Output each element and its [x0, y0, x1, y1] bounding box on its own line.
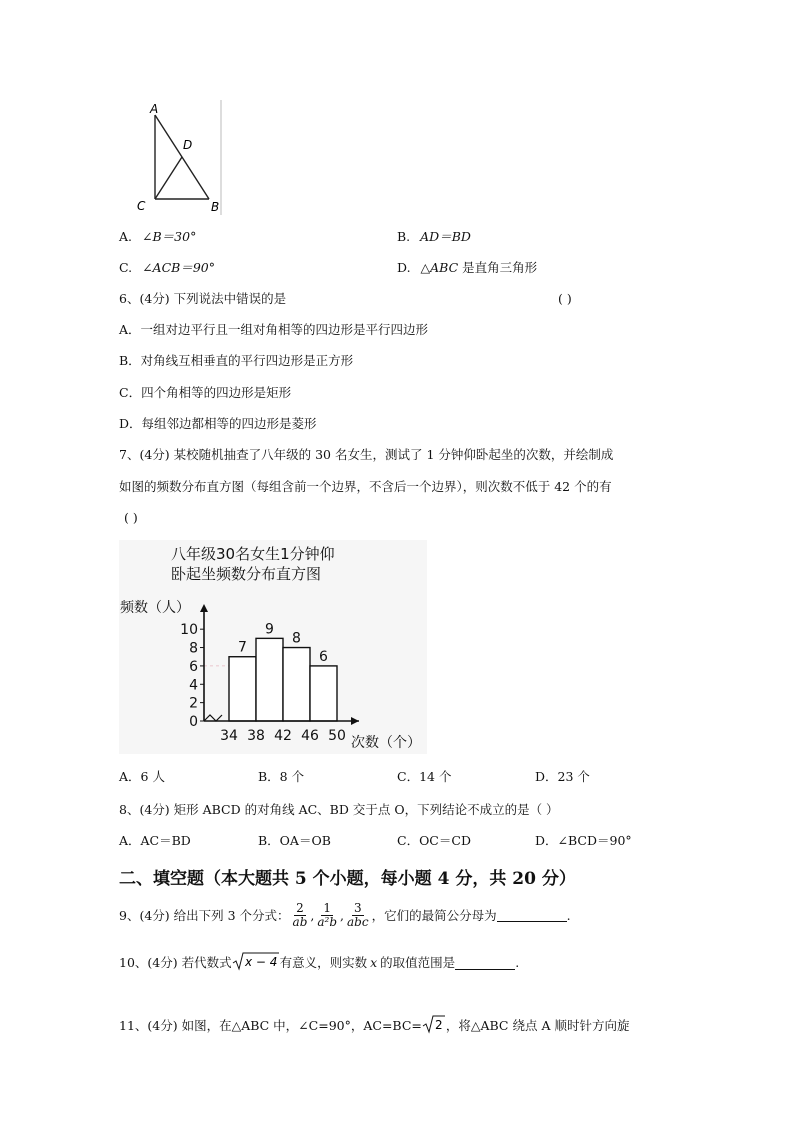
bar-value-label: 9 [265, 621, 274, 638]
q9-answer-blank[interactable] [497, 909, 567, 922]
y-tick-label: 6 [189, 658, 198, 675]
q7-option-d[interactable]: D．23 个 [535, 769, 590, 784]
q10-var: x [370, 955, 378, 970]
y-tick-label: 8 [189, 640, 198, 657]
q10-sqrt [232, 951, 280, 975]
q9-fraction-1: $\frac{2}{ab}$ [292, 901, 308, 929]
y-tick-label: 10 [180, 622, 198, 639]
q7-stem-line2: 如图的频数分布直方图（每组含前一个边界，不含后一个边界），则次数不低于 42 个的有 [119, 479, 612, 494]
q8-option-b[interactable]: B．OA＝OB [258, 833, 331, 848]
q8-option-d[interactable]: D．∠BCD＝90° [535, 833, 632, 848]
y-axis-label: 频数（人） [120, 600, 190, 616]
svg-text:2: 2 [434, 1018, 443, 1032]
q5-option-b[interactable]: B. AD＝BD [397, 229, 471, 244]
q5-option-a[interactable]: A. ∠B＝30° [119, 229, 197, 244]
q10-suffix: 的取值范围是 [380, 955, 456, 970]
q6-option-d[interactable]: D．每组邻边都相等的四边形是菱形 [119, 416, 317, 431]
histogram-bar [229, 657, 256, 721]
histogram-chart [119, 540, 427, 754]
q7-option-b[interactable]: B．8 个 [258, 769, 305, 784]
q10-answer-blank[interactable] [455, 957, 515, 970]
svg-text:x − 4: x − 4 [244, 955, 278, 969]
q6-option-b[interactable]: B．对角线互相垂直的平行四边形是正方形 [119, 353, 354, 368]
q10-middle: 有意义，则实数 [279, 955, 368, 970]
y-tick-label: 0 [189, 714, 198, 730]
histogram-bar [310, 666, 337, 721]
segment-cd [155, 157, 182, 199]
q8-option-a[interactable]: A．AC＝BD [119, 833, 191, 848]
bar-value-label: 6 [319, 648, 328, 665]
bar-value-label: 7 [238, 639, 247, 656]
y-tick-label: 4 [189, 677, 198, 694]
label-c: C [137, 199, 146, 213]
q7-stem-line1: 7、(4分) 某校随机抽查了八年级的 30 名女生，测试了 1 分钟仰卧起坐的次数，并绘制成 [119, 447, 614, 462]
x-axis-label: 次数（个） [351, 735, 421, 751]
q8-option-c[interactable]: C．OC＝CD [397, 833, 471, 848]
q11-sqrt [422, 1014, 446, 1038]
x-tick-label: 46 [301, 728, 319, 744]
q7-option-a[interactable]: A．6 人 [119, 769, 165, 784]
x-tick-label: 50 [328, 728, 346, 744]
q5-option-d[interactable]: D. △ABC 是直角三角形 [397, 260, 538, 275]
chart-title-line2: 卧起坐频数分布直方图 [171, 565, 322, 583]
q9-fraction-2: $\frac{1}{\text{a²b}}$ [317, 901, 338, 929]
bar-value-label: 8 [292, 630, 301, 647]
q8-stem: 8、(4分) 矩形 ABCD 的对角线 AC、BD 交于点 O，下列结论不成立的是（ ） [119, 802, 559, 817]
x-tick-label: 38 [247, 728, 265, 744]
x-tick-label: 42 [274, 728, 292, 744]
q9-suffix: ，它们的最简公分母为 [371, 907, 497, 923]
histogram-bar [283, 648, 310, 721]
sqrt-sign-icon [232, 951, 280, 971]
sqrt-sign-icon [422, 1014, 446, 1034]
y-tick-label: 2 [189, 695, 198, 712]
q9: 9、(4分) 给出下列 3 个分式： $\frac{2}{ab}$ , $\frac{1}{\text{a²b}}$ , $\frac{3}{\text{abc}}$ ，它们的最简公分母为 . [119, 901, 571, 929]
q6-option-c[interactable]: C．四个角相等的四边形是矩形 [119, 385, 292, 400]
q10-prefix: 10、(4分) 若代数式 [119, 955, 232, 970]
label-b: B [211, 200, 220, 214]
q11 [119, 1014, 629, 1038]
q9-prefix: 9、(4分) 给出下列 3 个分式： [119, 907, 290, 923]
q7-answer-paren[interactable]: ( ) [124, 510, 138, 525]
label-d: D [183, 138, 193, 152]
label-a: A [150, 102, 159, 116]
q9-fraction-3: $\frac{3}{\text{abc}}$ [347, 901, 369, 929]
triangle-figure [125, 95, 225, 220]
q6-answer-paren[interactable]: ( ) [558, 291, 572, 306]
chart-title-line1: 八年级30名女生1分钟仰 [171, 545, 335, 563]
q7-option-c[interactable]: C．14 个 [397, 769, 452, 784]
q11-prefix: 11、(4分) 如图，在△ABC 中，∠C=90°，AC=BC= [119, 1018, 422, 1033]
section-2-heading: 二、填空题（本大题共 5 个小题，每小题 4 分，共 20 分） [119, 869, 576, 889]
q5-option-c[interactable]: C. ∠ACB＝90° [119, 260, 215, 275]
q10: 10、(4分) 若代数式 x − 4 有意义，则实数 x 的取值范围是 . [119, 951, 519, 975]
q11-suffix: ，将△ABC 绕点 A 顺时针方向旋 [445, 1018, 630, 1033]
q6-option-a[interactable]: A．一组对边平行且一组对角相等的四边形是平行四边形 [119, 322, 429, 337]
x-tick-label: 34 [220, 728, 238, 744]
q6-stem: 6、(4分) 下列说法中错误的是 [119, 291, 287, 306]
histogram-bar [256, 638, 283, 721]
